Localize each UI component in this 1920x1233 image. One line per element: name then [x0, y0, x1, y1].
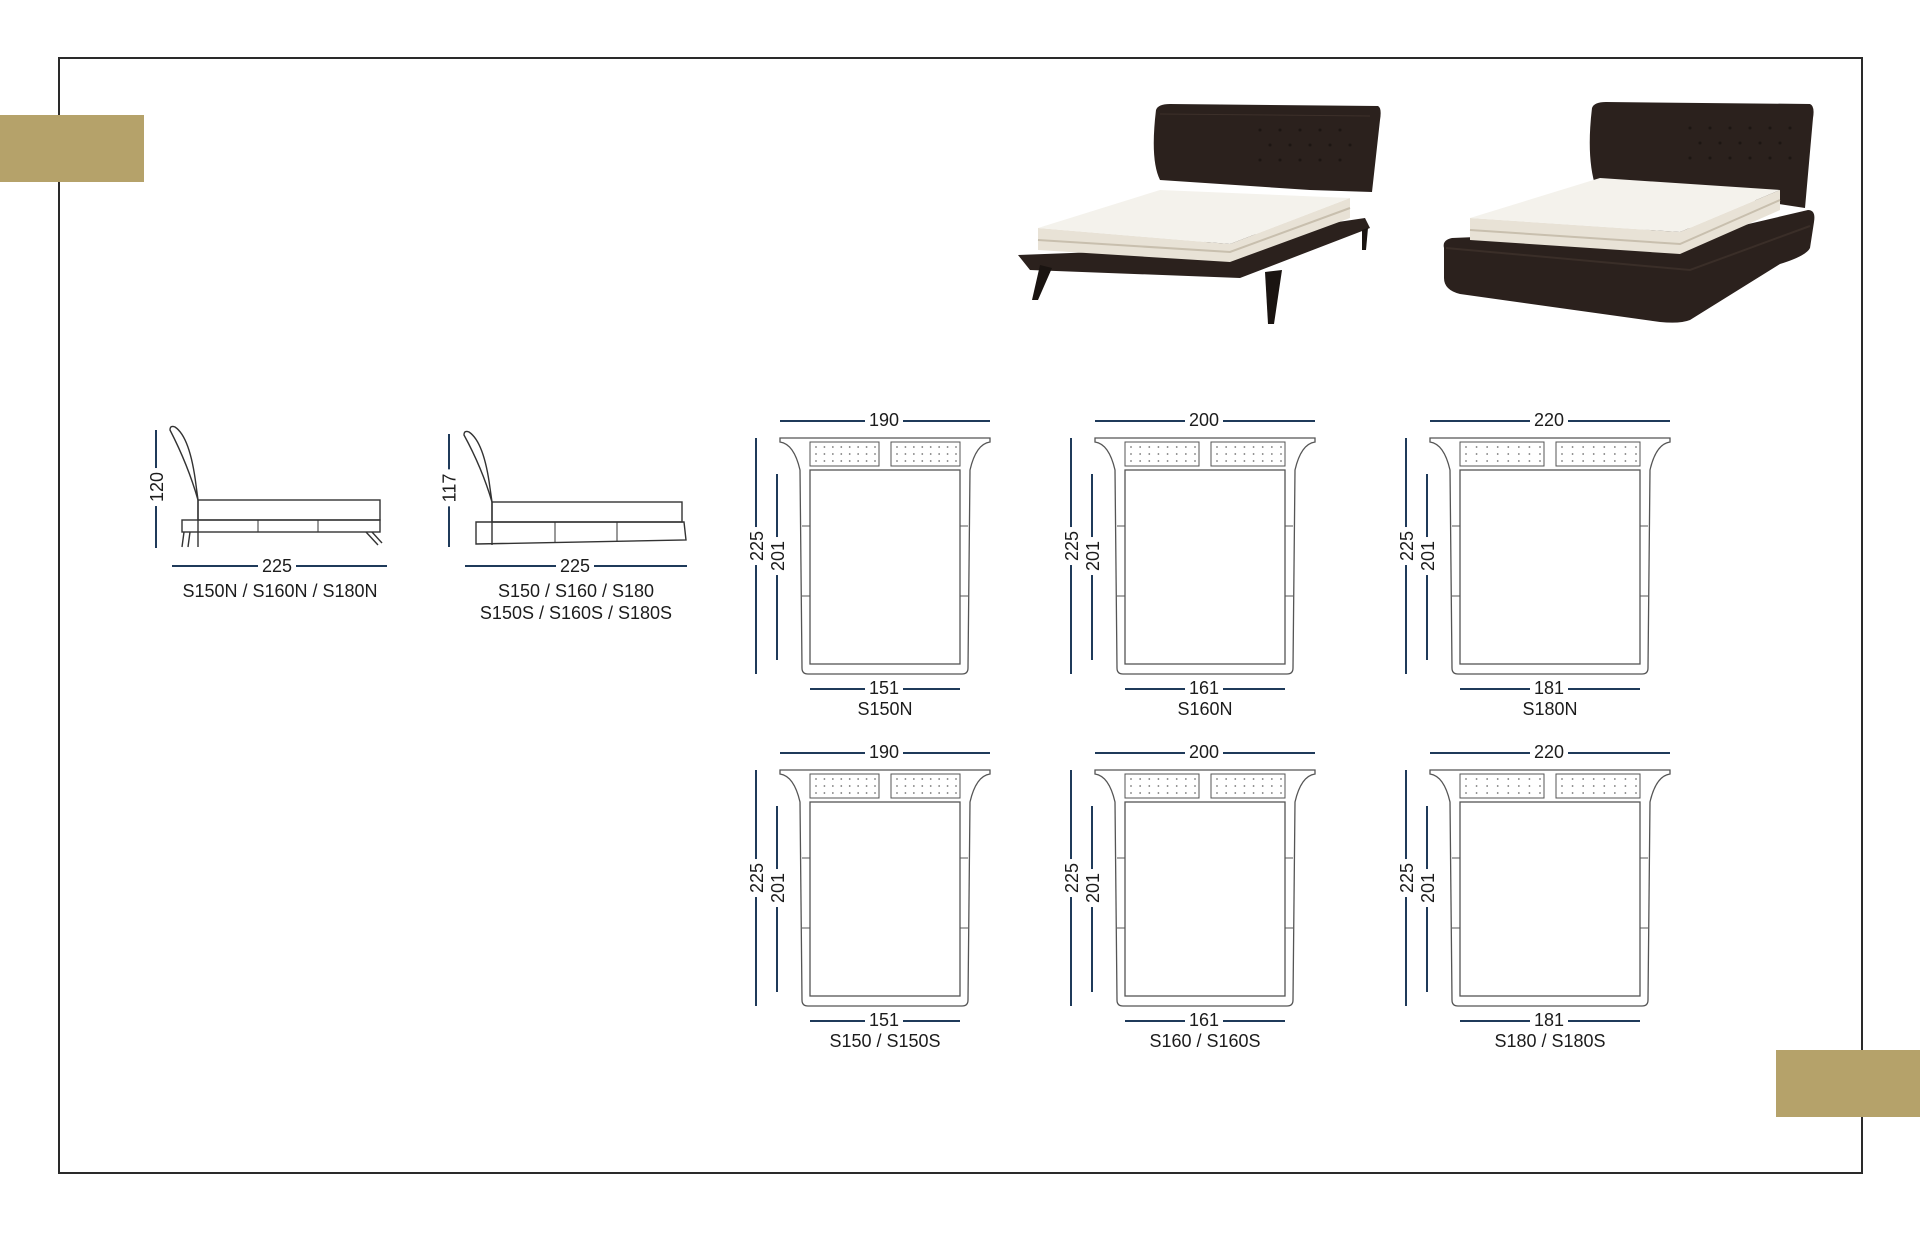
- plan-inner-length-value: 201: [769, 537, 787, 575]
- side-view-drawing-storage: [462, 430, 692, 550]
- plan-width-value: 190: [865, 743, 903, 761]
- plan-drawing: [1095, 770, 1315, 1020]
- plan-total-length-value: 225: [1063, 859, 1081, 897]
- plan-total-length-value: 225: [1063, 527, 1081, 565]
- plan-model-label: S160N: [1177, 699, 1233, 719]
- plan-inner-width-value: 181: [1530, 1011, 1568, 1029]
- plan-inner-width-value: 181: [1530, 679, 1568, 697]
- plan-model-label: S150 / S150S: [829, 1031, 941, 1051]
- bed-with-legs-photo: [1010, 100, 1390, 330]
- plan-drawing: [1430, 438, 1670, 688]
- side-view-model-label: [170, 580, 390, 602]
- plan-model-label: S160 / S160S: [1149, 1031, 1261, 1051]
- gold-tab-bottom-right: [1776, 1050, 1920, 1117]
- side-view-length-value: 225: [258, 557, 296, 575]
- plan-model-label: S180N: [1522, 699, 1578, 719]
- model-line: S150 / S160 / S180: [497, 581, 655, 601]
- bed-with-storage-base-photo: [1440, 98, 1820, 328]
- gold-tab-top-left: [0, 115, 144, 182]
- plan-inner-length-value: 201: [1084, 537, 1102, 575]
- plan-total-length-value: 225: [1398, 859, 1416, 897]
- plan-drawing: [780, 438, 990, 688]
- side-view-drawing-legs: [168, 425, 388, 555]
- side-view-model-label: [465, 580, 687, 624]
- side-view-length-value: 225: [556, 557, 594, 575]
- plan-drawing: [1430, 770, 1670, 1020]
- model-line: S150S / S160S / S180S: [479, 603, 673, 623]
- plan-width-value: 220: [1530, 743, 1568, 761]
- plan-drawing: [780, 770, 990, 1020]
- plan-inner-length-value: 201: [1084, 869, 1102, 907]
- model-line: S150N / S160N / S180N: [182, 581, 378, 601]
- plan-width-value: 220: [1530, 411, 1568, 429]
- plan-width-value: 200: [1185, 743, 1223, 761]
- plan-inner-width-value: 151: [865, 679, 903, 697]
- side-view-height-value: 120: [148, 468, 166, 506]
- plan-model-label: S180 / S180S: [1494, 1031, 1606, 1051]
- plan-total-length-value: 225: [1398, 527, 1416, 565]
- side-view-height-value: 117: [440, 470, 458, 507]
- plan-model-label: S150N: [857, 699, 913, 719]
- plan-width-value: 190: [865, 411, 903, 429]
- plan-inner-width-value: 161: [1185, 679, 1223, 697]
- plan-width-value: 200: [1185, 411, 1223, 429]
- plan-inner-length-value: 201: [1419, 537, 1437, 575]
- plan-drawing: [1095, 438, 1315, 688]
- plan-total-length-value: 225: [748, 527, 766, 565]
- plan-inner-length-value: 201: [769, 869, 787, 907]
- plan-inner-length-value: 201: [1419, 869, 1437, 907]
- plan-total-length-value: 225: [748, 859, 766, 897]
- plan-inner-width-value: 161: [1185, 1011, 1223, 1029]
- plan-inner-width-value: 151: [865, 1011, 903, 1029]
